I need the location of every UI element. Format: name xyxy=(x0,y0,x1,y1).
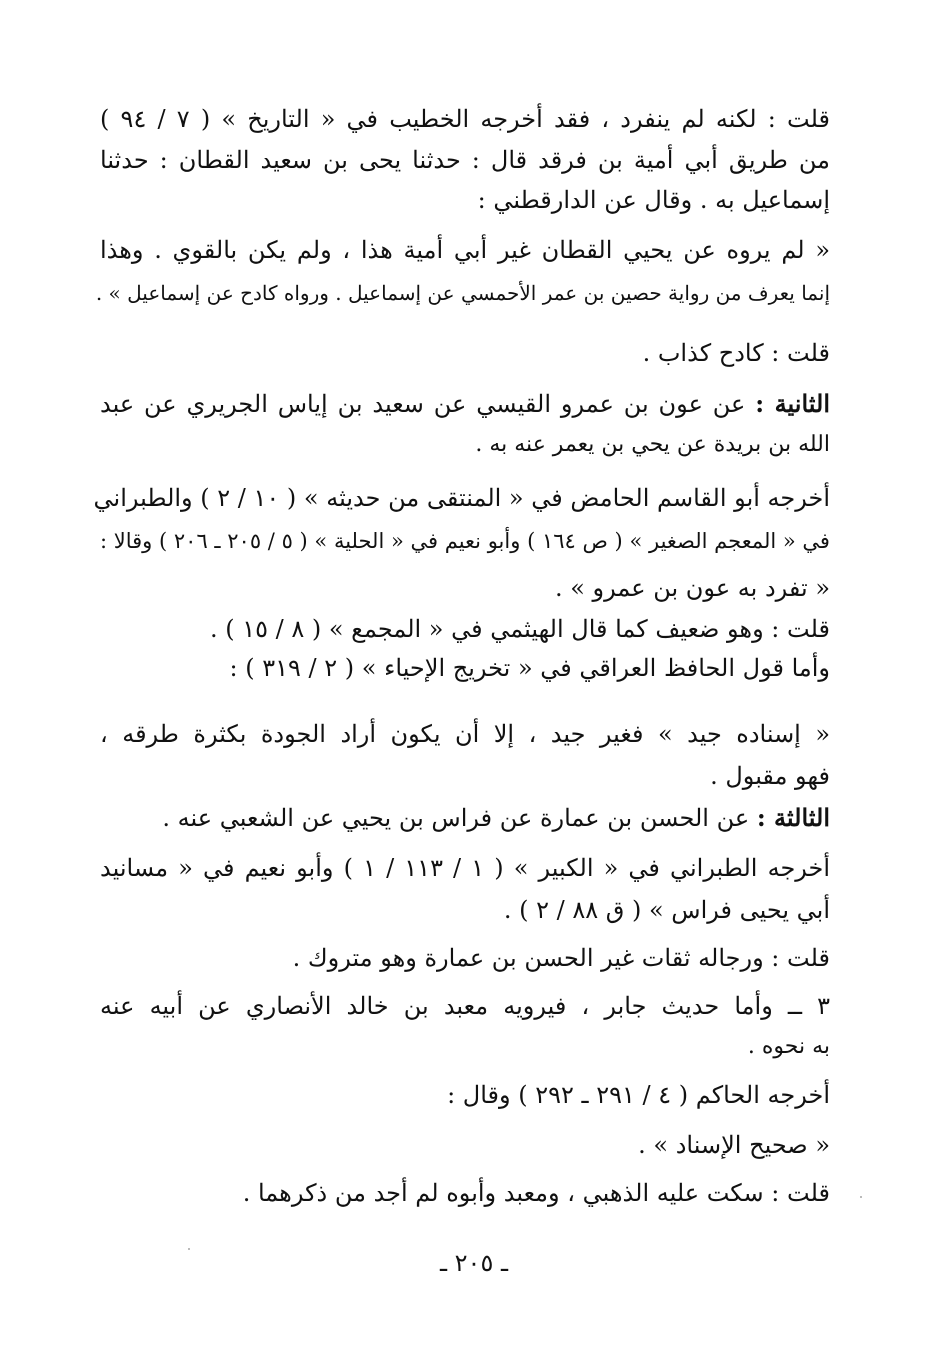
text-line-14: « إسناده جيد » فغير جيد ، إلا أن يكون أراد الجودة بكثرة طرقه ، xyxy=(100,720,830,748)
text-line-10: في « المعجم الصغير » ( ص ١٦٤ ) وأبو نعيم في « الحلية » ( ٥ / ٢٠٥ ـ ٢٠٦ ) وقالا : xyxy=(100,529,830,553)
scan-speck xyxy=(188,1248,190,1250)
text-line-5: إنما يعرف من رواية حصين بن عمر الأحمسي عن إسماعيل . ورواه كادح عن إسماعيل » . xyxy=(95,281,830,305)
text-line-20: ٣ ــ وأما حديث جابر ، فيرويه معبد بن خالد الأنصاري عن أبيه عنه xyxy=(100,992,831,1020)
text-line-1: قلت : لكنه لم ينفرد ، فقد أخرجه الخطيب في « التاريخ » ( ٧ / ٩٤ ) xyxy=(100,105,830,133)
text-line-6: قلت : كادح كذاب . xyxy=(642,339,830,367)
text-line-21: به نحوه . xyxy=(747,1034,830,1059)
scan-speck xyxy=(860,1196,862,1198)
text-line-8: الله بن بريدة عن يحي بن يعمر عنه به . xyxy=(475,432,830,457)
text-line-19: قلت : ورجاله ثقات غير الحسن بن عمارة وهو متروك . xyxy=(292,944,830,972)
text-line-2: من طريق أبي أمية بن فرقد قال : حدثنا يحى بن سعيد القطان : حدثنا xyxy=(100,146,830,174)
text-line-24: قلت : سكت عليه الذهبي ، ومعبد وأبوه لم أجد من ذكرهما . xyxy=(242,1179,830,1207)
text-line-11: « تفرد به عون بن عمرو » . xyxy=(554,574,830,602)
text-line-18: أبي يحيى فراس » ( ق ٨٨ / ٢ ) . xyxy=(503,896,830,924)
text-line-9: أخرجه أبو القاسم الحامض في « المنتقى من حديثه » ( ١٠ / ٢ ) والطبراني xyxy=(93,484,830,512)
text-line-12: قلت : وهو ضعيف كما قال الهيثمي في « المجمع » ( ٨ / ١٥ ) . xyxy=(209,615,830,643)
text-line-3: إسماعيل به . وقال عن الدارقطني : xyxy=(477,186,830,214)
text-line-15: فهو مقبول . xyxy=(710,762,830,790)
text-line-23: « صحيح الإسناد » . xyxy=(638,1131,830,1159)
text-line-17: أخرجه الطبراني في « الكبير » ( ١ / ١١٣ / ١ ) وأبو نعيم في « مسانيد xyxy=(100,854,831,882)
text-line-13: وأما قول الحافظ العراقي في « تخريج الإحياء » ( ٢ / ٣١٩ ) : xyxy=(229,654,830,682)
text-line-7: الثانية : عن عون بن عمرو القيسي عن سعيد بن إياس الجريري عن عبد xyxy=(100,389,830,418)
text-line-4: « لم يروه عن يحيي القطان غير أبي أمية هذا ، ولم يكن بالقوي . وهذا xyxy=(100,236,830,264)
text-line-16: الثالثة : عن الحسن بن عمارة عن فراس بن يحيي عن الشعبي عنه . xyxy=(162,803,830,832)
page-number: ـ ٢٠٥ ـ xyxy=(439,1249,508,1277)
text-line-22: أخرجه الحاكم ( ٤ / ٢٩١ ـ ٢٩٢ ) وقال : xyxy=(447,1081,830,1109)
